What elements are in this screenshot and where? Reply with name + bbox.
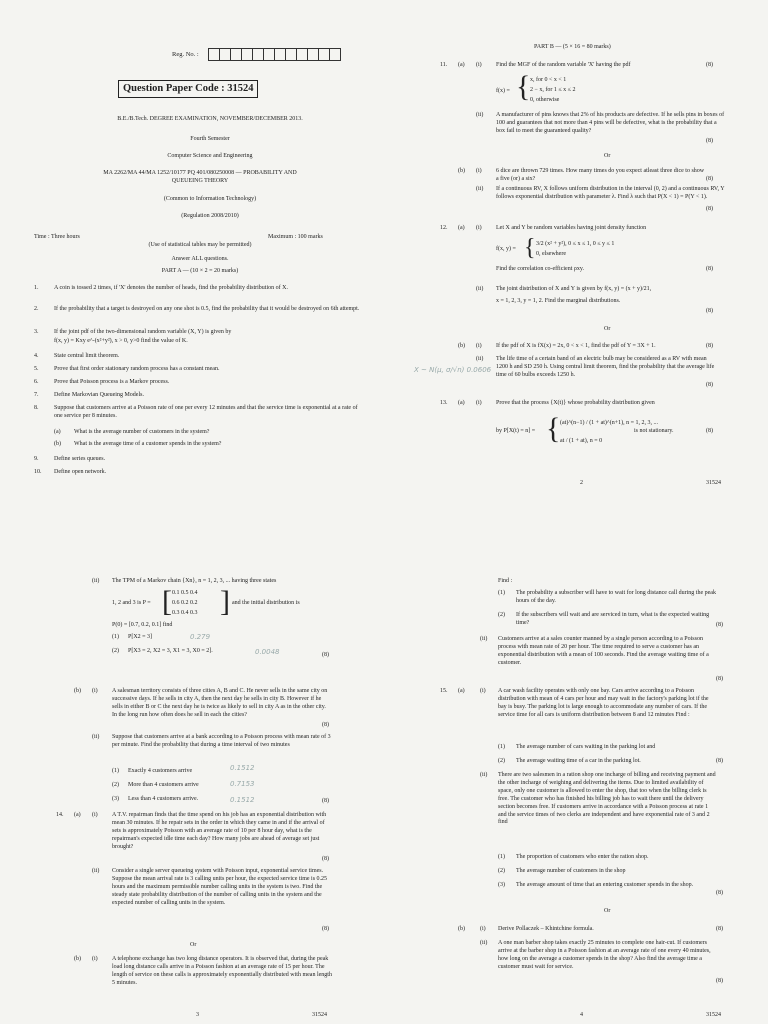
q11aii-text: A manufacturer of pins knows that 2% of his products are defective. If he sells pins in boxes of 100 and guarantees that not more than 4 pins will be defective, what is the probability that a box fail to meet the guaranteed quality?	[496, 112, 725, 134]
marks: (8)	[716, 676, 723, 682]
common-note: (Common to Information Technology)	[163, 196, 257, 202]
p2-text: P[X3 = 2, X2 = 3, X1 = 3, X0 = 2].	[128, 648, 213, 654]
tpm-text-b: 1, 2 and 3 is P =	[112, 600, 151, 606]
b3-text: Less than 4 customers arrive.	[128, 796, 199, 802]
footer-code: 31524	[312, 1012, 327, 1018]
q11aii-label: (ii)	[476, 112, 484, 118]
time: Time : Three hours	[34, 234, 80, 240]
handwritten-note: 0.1512	[230, 764, 255, 772]
marks: (8)	[716, 622, 723, 628]
tables-note: (Use of statistical tables may be permitted)	[148, 242, 252, 248]
marks: (8)	[322, 926, 329, 932]
q11-a: (a)	[458, 62, 465, 68]
reg-no-boxes	[208, 48, 341, 61]
q11bi-label: (i)	[476, 168, 482, 174]
ii-label: (ii)	[92, 734, 100, 740]
branch: Computer Science and Engineering	[167, 153, 253, 159]
pdf-row-2: 2 − x, for 1 ≤ x ≤ 2	[530, 87, 576, 93]
q12bi-text: If the pdf of X is fX(x) = 2x, 0 < x < 1, find the pdf of Y = 3X + 1.	[496, 343, 656, 349]
b2-text: More than 4 customers arrive	[128, 782, 199, 788]
p1-label: (1)	[112, 634, 119, 640]
c2-label: (2)	[498, 758, 505, 764]
phone-text: A telephone exchange has two long distance operators. It is observed that, during the peak load long distance calls arrive in a Poisson fashion at an average rate of 15 per hour. The length of service on these calls is approximately exponentially distributed with mean length 5 minutes.	[112, 956, 332, 986]
b3-label: (3)	[112, 796, 119, 802]
i-label: (i)	[92, 688, 98, 694]
handwritten-note: 0.279	[190, 633, 211, 641]
f2-label: (2)	[498, 612, 505, 618]
q11-num: 11.	[440, 62, 448, 68]
r1-label: (1)	[498, 854, 505, 860]
or: Or	[604, 153, 611, 159]
footer-code: 31524	[706, 480, 721, 486]
carwash-text: A car wash facility operates with only one bay. Cars arrive according to a Poisson distribution with mean of 4 cars per hour and may wait in the factory's parking lot if the bay is busy. The parking lot is large enough to accommodate any number of cars. If the service time for all cars is uniform distribution between 8 and 12 minutes Find :	[498, 688, 709, 718]
q15-num: 15.	[440, 688, 448, 694]
q11bii-text: If a continuous RV, X follows uniform distribution in the interval (0, 2) and a continuous RV, Y follows exponential distribution with parameter λ. Find λ such that P(X < 1) = P(Y < 1).	[496, 186, 725, 200]
q11ai-label: (i)	[476, 62, 482, 68]
q12-row-1: 3/2 (x² + y²), 0 ≤ x ≤ 1, 0 ≤ y ≤ 1	[536, 241, 615, 247]
marks: (8)	[706, 206, 713, 212]
page-3	[0, 512, 384, 1024]
q13-end: is not stationary.	[634, 428, 674, 434]
marks: (8)	[706, 428, 713, 434]
pdf-fx: f(x) =	[496, 88, 510, 94]
max-marks: Maximum : 100 marks	[268, 234, 323, 240]
marks: (8)	[706, 176, 713, 182]
or: Or	[190, 942, 197, 948]
q11ai-text: Find the MGF of the random variable 'X' having the pdf	[496, 62, 631, 68]
r3-label: (3)	[498, 882, 505, 888]
brace: {	[516, 70, 531, 103]
q12-f: f(x, y) =	[496, 246, 516, 252]
q12aii-text-b: x = 1, 2, 3, y = 1, 2. Find the marginal distributions.	[496, 298, 621, 304]
ration-text: There are two salesmen in a ration shop one incharge of billing and receiving payment and the other incharge of weighing and delivering the items. Due to limited availability of space, only one customer is allowed to enter the shop, that too when the billing clerk is free. The customer who has finished his billing job has to wait there until the delivery section becomes free. If customers arrive in accordance with a Poisson process at rate 1 and the service times of two clerks are independent and have exponential rate of 3 and 2 find	[498, 772, 716, 826]
i-label: (i)	[480, 926, 486, 932]
page-number: 4	[580, 1012, 583, 1018]
salesman-text: A salesman territory consists of three cities A, B and C. He never sells in the same city on successive days. If he sells in city A, then the next day he sells in city B. However if he sells in either B or C the next day he is twice as likely to sell in city A as in the other city. In the long run how often does he sell in each the cities?	[112, 688, 328, 718]
p2-label: (2)	[112, 648, 119, 654]
q13-a: (a)	[458, 400, 465, 406]
marks: (8)	[322, 652, 329, 658]
regulation: (Regulation 2008/2010)	[181, 213, 239, 219]
marks: (8)	[706, 343, 713, 349]
b1-text: Exactly 4 customers arrive	[128, 768, 193, 774]
r2-label: (2)	[498, 868, 505, 874]
footer-code: 31524	[706, 1012, 721, 1018]
ii-label: (ii)	[92, 578, 100, 584]
pdf-row-3: 0, otherwise	[530, 97, 560, 103]
ii-label: (ii)	[92, 868, 100, 874]
a-label: (a)	[458, 688, 465, 694]
q13-row-2: at / (1 + at), n = 0	[560, 438, 603, 444]
pk-text: Derive Pollaczek – Khintchine formula.	[498, 926, 594, 932]
q12-corr: Find the correlation co-efficient ρxy.	[496, 266, 584, 272]
semester: Fourth Semester	[190, 136, 230, 142]
marks: (8)	[706, 382, 713, 388]
a-label: (a)	[74, 812, 81, 818]
page-2	[384, 0, 768, 512]
matrix-bracket-right: ]	[220, 585, 230, 618]
handwritten-note: 0.7153	[230, 780, 255, 788]
tpm-row-2: 0.6 0.2 0.2	[172, 600, 198, 606]
exam-title: B.E./B.Tech. DEGREE EXAMINATION, NOVEMBER/DECEMBER 2013.	[117, 116, 303, 122]
c1-text: The average number of cars waiting in the parking lot and	[516, 744, 656, 750]
q13ai-label: (i)	[476, 400, 482, 406]
ii-label: (ii)	[480, 940, 488, 946]
c2-text: The average waiting time of a car in the parking lot.	[516, 758, 641, 764]
q12aii-text-a: The joint distribution of X and Y is given by f(x, y) = (x + y)/21,	[496, 286, 652, 292]
subject-line-2: QUEUEING THEORY	[171, 178, 229, 184]
brace: {	[524, 235, 536, 261]
q14-num: 14.	[56, 812, 64, 818]
marks: (8)	[706, 308, 713, 314]
marks: (8)	[706, 62, 713, 68]
q12ai-label: (i)	[476, 225, 482, 231]
q12-row-2: 0, elsewhere	[536, 251, 566, 257]
question-paper-code: Question Paper Code : 31524	[118, 80, 258, 98]
part-b-heading: PART B — (5 × 16 = 80 marks)	[534, 44, 611, 50]
tpm-row-3: 0.3 0.4 0.3	[172, 610, 198, 616]
subject-line-1: MA 2262/MA 44/MA 1252/10177 PQ 401/080250008 — PROBABILITY AND	[103, 170, 297, 176]
r3-text: The average amount of time that an entering customer spends in the shop.	[516, 882, 694, 888]
q13-by: by P[X(t) = n] =	[496, 428, 536, 434]
tpm-text-c: and the initial distribution is	[232, 600, 300, 606]
f1-label: (1)	[498, 590, 505, 596]
or: Or	[604, 908, 611, 914]
q13-num: 13.	[440, 400, 448, 406]
single-server-text: Consider a single server queueing system with Poisson input, exponential service times. Suppose the mean arrival rate is 3 calling units per hour, the expected service time is 0.25 hours and the maximum permissible number calling units in the system is two. Find the steady state probability distribution of the number of calling units in the system and the expected number of calling units in the system.	[112, 868, 328, 906]
i-label: (i)	[480, 688, 486, 694]
handwritten-note: 0.0048	[255, 648, 280, 656]
tpm-text: The TPM of a Markov chain {Xn}, n = 1, 2, 3, ... having three states	[112, 578, 277, 584]
page-4	[384, 512, 768, 1024]
ii-label: (ii)	[480, 636, 488, 642]
marks: (8)	[706, 138, 713, 144]
barber-text: A one man barber shop takes exactly 25 minutes to complete one hair-cut. If customers arrive at the barber shop in a Poisson fashion at an average rate of one every 40 minutes, how long on the average a customer spends in the shop? Also find the average time a customer must wait for service.	[498, 940, 711, 970]
page-number: 2	[580, 480, 583, 486]
ii-label: (ii)	[480, 772, 488, 778]
q12bi-label: (i)	[476, 343, 482, 349]
counter-text: Customers arrive at a sales counter manned by a single person according to a Poisson process with mean rate of 20 per hour. The time required to serve a customer has an exponential distribution with a mean of 100 seconds. Find the average waiting time of a customer.	[498, 636, 709, 666]
initial-distribution: P(0) = [0.7, 0.2, 0.1] find	[112, 622, 173, 628]
marks: (8)	[716, 978, 723, 984]
page-number: 3	[196, 1012, 199, 1018]
q12ai-text: Let X and Y be random variables having joint density function	[496, 225, 647, 231]
q12bii-label: (ii)	[476, 356, 484, 362]
matrix-bracket-left: [	[162, 585, 172, 618]
f2-text: If the subscribers will wait and are serviced in turn, what is the expected waiting time?	[516, 612, 710, 626]
b-label: (b)	[74, 956, 81, 962]
q12-num: 12.	[440, 225, 448, 231]
r2-text: The average number of customers in the shop	[516, 868, 626, 874]
tv-text: A T.V. repairman finds that the time spend on his job has an exponential distribution with mean 30 minutes. If he repair sets in the order in which they came in and if the arrival of sets is approximately Poisson with an average rate of 10 per 8 hour day, what is the repairman's expected idle time each day? How many jobs are ahead of average set just brought?	[112, 812, 327, 850]
brace: {	[546, 412, 561, 445]
b-label: (b)	[458, 926, 465, 932]
marks: (8)	[322, 856, 329, 862]
marks: (8)	[706, 266, 713, 272]
handwritten-note: 0.1512	[230, 796, 255, 804]
q11bii-label: (ii)	[476, 186, 484, 192]
marks: (8)	[322, 722, 329, 728]
b2-label: (2)	[112, 782, 119, 788]
marks: (8)	[716, 890, 723, 896]
pdf-row-1: x, for 0 < x < 1	[530, 77, 567, 83]
bank-text: Suppose that customers arrive at a bank according to a Poisson process with mean rate of 3 per minute. Find the probability that during a time interval of two minutes	[112, 734, 331, 748]
b1-label: (1)	[112, 768, 119, 774]
q11-b: (b)	[458, 168, 465, 174]
b-label: (b)	[74, 688, 81, 694]
q12-b: (b)	[458, 343, 465, 349]
marks: (8)	[716, 926, 723, 932]
page-1: Reg. No. : Question Paper Code : 31524 B.E./B.Tech. DEGREE EXAMINATION, NOVEMBER/DECEMBER 2013. Fourth Semester Computer Science and Engineering MA 2262/MA 44/MA 1252/10177 PQ 401/080250008 — PROBABILITY AND QUEUEING THEORY (Common to Information Technology) (Regulation 2008/2010) Time : Three hours Maximum : 100 marks (Use of statistical tables may be permitted) Answer ALL questions. PART A — (10 × 2 = 20 marks) 1. A coin is tossed 2 times, if 'X' denotes the number of heads, find the probability distribution of X. 2. If the probability that a target is destroyed on any one shot is 0.5, find the probability that it would be destroyed on 6th attempt. 3. If the joint pdf of the two-dimensional random variable (X, Y) is given by f(x, y) = Kxy e^-(x²+y²), x > 0, y>0 find the value of K. 4. State central limit theorem. 5. Prove that first order stationary random process has a constant mean. 6. Prove that Poisson process is a Markov process. 7. Define Markovian Queueing Models. 8. Suppose that customers arrive at a Poisson rate of one per every 12 minutes and that the service time is exponential at a rate of one service per 8 minutes. (a) What is the average number of customers in the system? (b) What is the average time of a customer spends in the system? 9. Define series queues. 10. Define open network.	[0, 0, 384, 512]
q12aii-label: (ii)	[476, 286, 484, 292]
i-label: (i)	[92, 812, 98, 818]
answer-all: Answer ALL questions.	[171, 256, 229, 262]
q13ai-text: Prove that the process {X(t)} whose probability distribution given	[496, 400, 655, 406]
q12bii-text: The life time of a certain band of an electric bulb may be considered as a RV with mean 1200 h and SD 250 h. Using central limit theorem, find the probability that the average life time of 60 bulbs exceeds 1250 h.	[496, 356, 715, 378]
marks: (8)	[322, 798, 329, 804]
q11bi-text: 6 dice are thrown 729 times. How many times do you expect atleast three dice to show a five (or) a six?	[496, 168, 705, 182]
handwritten-note: X ~ N(μ, σ/√n) 0.0606	[414, 366, 492, 374]
part-a-heading: PART A — (10 × 2 = 20 marks)	[161, 268, 239, 274]
reg-no-label: Reg. No. :	[172, 51, 199, 58]
q12-a: (a)	[458, 225, 465, 231]
marks: (8)	[716, 758, 723, 764]
f1-text: The probability a subscriber will have to wait for long distance call during the peak hours of the day.	[516, 590, 716, 604]
r1-text: The proportion of customers who enter the ration shop.	[516, 854, 649, 860]
or: Or	[604, 326, 611, 332]
i-label: (i)	[92, 956, 98, 962]
q13-row-1: (at)^(n−1) / (1 + at)^(n+1), n = 1, 2, 3, ...	[560, 420, 658, 426]
find-heading: Find :	[498, 578, 513, 584]
tpm-row-1: 0.1 0.5 0.4	[172, 590, 198, 596]
c1-label: (1)	[498, 744, 505, 750]
p1-text: P[X2 = 3]	[128, 634, 153, 640]
